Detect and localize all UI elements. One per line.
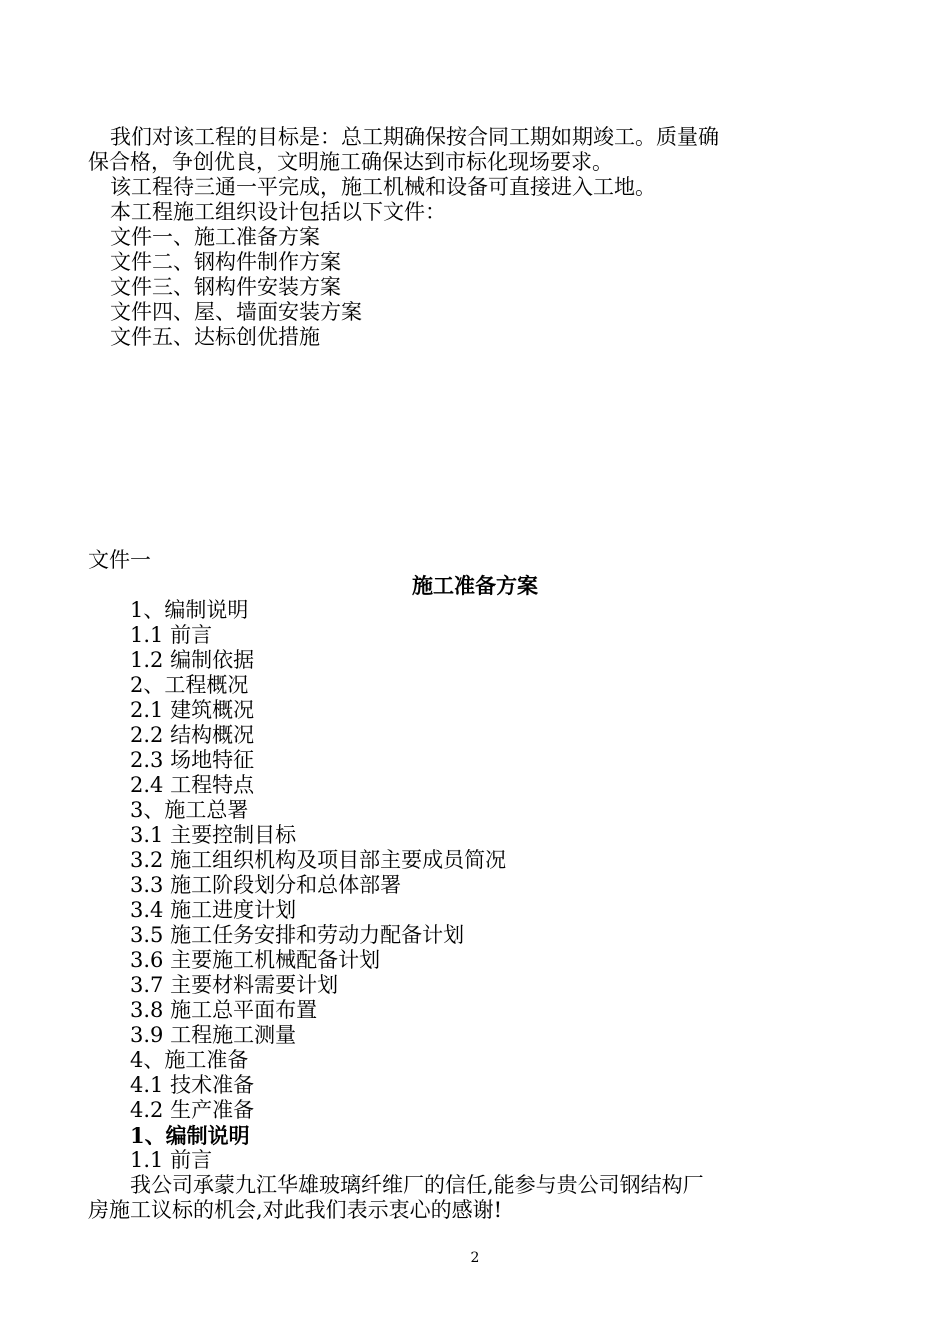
toc-item: 3.7 主要材料需要计划 — [130, 973, 339, 997]
toc-item: 2.1 建筑概况 — [130, 698, 255, 722]
page-number: 2 — [470, 1250, 480, 1266]
body-subheading: 1.1 前言 — [130, 1148, 213, 1172]
intro-goal-line-2: 保合格，争创优良，文明施工确保达到市标化现场要求。 — [88, 150, 613, 174]
intro-doc-item: 文件一、施工准备方案 — [110, 225, 320, 249]
toc-item: 2、工程概况 — [130, 673, 249, 697]
toc-item: 3.8 施工总平面布置 — [130, 998, 318, 1022]
toc-item: 3.4 施工进度计划 — [130, 898, 297, 922]
toc-item: 1、编制说明 — [130, 598, 249, 622]
toc-item: 4.2 生产准备 — [130, 1098, 255, 1122]
intro-doc-item: 文件四、屋、墙面安装方案 — [110, 300, 362, 324]
toc-item: 3.2 施工组织机构及项目部主要成员简况 — [130, 848, 507, 872]
toc-item: 1.1 前言 — [130, 623, 213, 647]
body-heading: 1、编制说明 — [130, 1123, 250, 1148]
toc-item: 2.3 场地特征 — [130, 748, 255, 772]
toc-item: 1.2 编制依据 — [130, 648, 255, 672]
toc-item: 3.3 施工阶段划分和总体部署 — [130, 873, 402, 897]
section-title: 施工准备方案 — [412, 573, 538, 598]
toc-item: 4、施工准备 — [130, 1048, 249, 1072]
intro-doc-item: 文件五、达标创优措施 — [110, 325, 320, 349]
intro-doc-item: 文件三、钢构件安装方案 — [110, 275, 341, 299]
toc-item: 3、施工总署 — [130, 798, 249, 822]
intro-docs-intro: 本工程施工组织设计包括以下文件： — [110, 200, 446, 224]
toc-item: 3.9 工程施工测量 — [130, 1023, 297, 1047]
intro-site-line: 该工程待三通一平完成，施工机械和设备可直接进入工地。 — [110, 175, 656, 199]
intro-goal-line-1: 我们对该工程的目标是：总工期确保按合同工期如期竣工。质量确 — [110, 125, 719, 149]
toc-item: 3.1 主要控制目标 — [130, 823, 297, 847]
intro-doc-item: 文件二、钢构件制作方案 — [110, 250, 341, 274]
body-paragraph-line-2: 房施工议标的机会,对此我们表示衷心的感谢! — [88, 1198, 503, 1222]
toc-item: 3.5 施工任务安排和劳动力配备计划 — [130, 923, 465, 947]
toc-item: 2.2 结构概况 — [130, 723, 255, 747]
file-label: 文件一 — [88, 548, 151, 572]
toc-item: 4.1 技术准备 — [130, 1073, 255, 1097]
toc-item: 3.6 主要施工机械配备计划 — [130, 948, 381, 972]
toc-item: 2.4 工程特点 — [130, 773, 255, 797]
body-paragraph-line-1: 我公司承蒙九江华雄玻璃纤维厂的信任,能参与贵公司钢结构厂 — [130, 1173, 704, 1197]
